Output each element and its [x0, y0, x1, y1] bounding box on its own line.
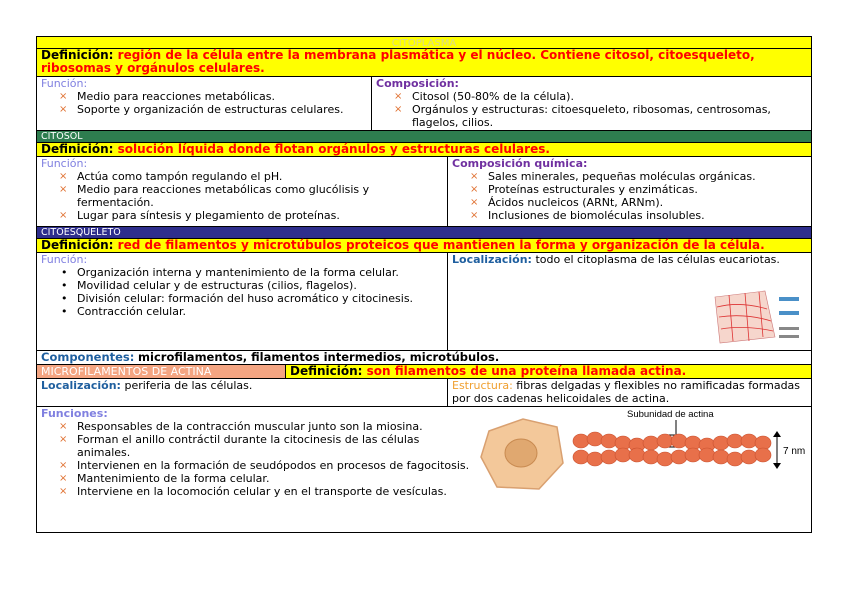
- list-item: × Inclusiones de biomoléculas insolubles.: [470, 209, 705, 222]
- bullet-x-icon: ×: [59, 486, 68, 497]
- bullet-x-icon: ×: [470, 171, 479, 182]
- list-item: × Ácidos nucleicos (ARNt, ARNm).: [470, 196, 664, 209]
- localizacion-label: Localización:: [41, 379, 121, 392]
- funcion-heading: Función:: [41, 77, 88, 90]
- list-item: × Lugar para síntesis y plegamiento de proteínas.: [59, 209, 340, 222]
- actin-filament-diagram: [571, 407, 811, 483]
- citoplasma-funcion: [37, 77, 371, 130]
- microfilamentos-definition: Definición: son filamentos de una proteína llamada actina.: [285, 365, 811, 378]
- composicion-heading: Composición:: [376, 77, 459, 90]
- componentes-row: [36, 351, 812, 365]
- list-item: • División celular: formación del huso acromático y citocinesis.: [61, 292, 414, 305]
- cytoskeleton-illustration: [705, 287, 805, 347]
- citoesqueleto-definition: Definición: red de filamentos y microtúbulos proteicos que mantienen la forma y organización de la célula.: [36, 239, 812, 253]
- bullet-x-icon: ×: [59, 104, 68, 115]
- citoesqueleto-localizacion: [447, 253, 811, 350]
- list-item: × Orgánulos y estructuras: citoesqueleto, ribosomas, centrosomas, flagelos, cilios.: [394, 103, 771, 129]
- size-label: 7 nm: [783, 446, 806, 457]
- bullet-dot-icon: •: [61, 292, 68, 305]
- list-item: × Medio para reacciones metabólicas.: [59, 90, 276, 103]
- citosol-definition: Definición: solución líquida donde flotan orgánulos y estructuras celulares.: [36, 143, 812, 157]
- bullet-x-icon: ×: [59, 91, 68, 102]
- citoesqueleto-bar: CITOESQUELETO: [36, 227, 812, 239]
- bullet-dot-icon: •: [61, 305, 68, 318]
- localizacion-text: periferia de las células.: [124, 379, 253, 392]
- list-item: • Movilidad celular y de estructuras (cilios, flagelos).: [61, 279, 357, 292]
- citoplasma-details: [36, 77, 812, 131]
- composicion-list: [376, 90, 807, 129]
- bullet-x-icon: ×: [470, 210, 479, 221]
- list-item: × Actúa como tampón regulando el pH.: [59, 170, 283, 183]
- list-item: • Organización interna y mantenimiento de la forma celular.: [61, 266, 399, 279]
- bullet-x-icon: ×: [59, 421, 68, 432]
- microfilamentos-localizacion: [37, 379, 447, 406]
- localizacion-text: todo el citoplasma de las células eucariotas.: [535, 253, 780, 266]
- microfilamentos-estructura: [447, 379, 811, 406]
- citoplasma-composicion: [371, 77, 811, 130]
- componentes-text: microfilamentos, filamentos intermedios, microtúbulos.: [138, 350, 500, 364]
- funcion-list: [41, 170, 443, 222]
- page-title: CITOPLASMA: [36, 36, 812, 49]
- bullet-x-icon: ×: [59, 460, 68, 471]
- list-item: × Sales minerales, pequeñas moléculas orgánicas.: [470, 170, 756, 183]
- bullet-x-icon: ×: [59, 210, 68, 221]
- bullet-dot-icon: •: [61, 279, 68, 292]
- funcion-list: [41, 266, 443, 318]
- citosol-bar: CITOSOL: [36, 131, 812, 143]
- definition-label: Definición:: [41, 48, 114, 62]
- bullet-x-icon: ×: [394, 104, 403, 115]
- estructura-label: Estructura:: [452, 379, 513, 392]
- bullet-x-icon: ×: [59, 171, 68, 182]
- cell-illustration: [479, 417, 565, 493]
- bullet-x-icon: ×: [59, 473, 68, 484]
- microfilamentos-funciones: [37, 407, 477, 499]
- bullet-x-icon: ×: [470, 184, 479, 195]
- composicion-heading: Composición química:: [452, 157, 588, 170]
- list-item: × Responsables de la contracción muscular junto son la miosina.: [59, 420, 423, 433]
- citoplasma-definition: [36, 49, 812, 77]
- citosol-details: [36, 157, 812, 227]
- funciones-heading: Funciones:: [41, 407, 108, 420]
- document: [36, 36, 812, 533]
- list-item: × Citosol (50-80% de la célula).: [394, 90, 574, 103]
- subunit-label: Subunidad de actina: [627, 409, 714, 420]
- microfilamentos-bar: MICROFILAMENTOS DE ACTINA: [37, 365, 285, 378]
- estructura-text: fibras delgadas y flexibles no ramificadas formadas por dos cadenas helicoidales de actina.: [452, 379, 801, 405]
- funciones-list: [41, 420, 473, 498]
- bullet-x-icon: ×: [394, 91, 403, 102]
- list-item: × Interviene en la locomoción celular y en el transporte de vesículas.: [59, 485, 447, 498]
- list-item: × Medio para reacciones metabólicas como glucólisis y fermentación.: [59, 183, 370, 209]
- bullet-x-icon: ×: [470, 197, 479, 208]
- microfilamentos-funciones-row: [36, 407, 812, 533]
- localizacion-label: Localización:: [452, 253, 532, 266]
- bullet-dot-icon: •: [61, 266, 68, 279]
- definition-text: región de la célula entre la membrana plasmática y el núcleo. Contiene citosol, citoesqueleto, ribosomas y orgánulos celulares.: [41, 48, 755, 75]
- funcion-list: [41, 90, 367, 116]
- microfilamentos-details: [36, 379, 812, 407]
- list-item: × Soporte y organización de estructuras celulares.: [59, 103, 344, 116]
- funcion-heading: Función:: [41, 253, 88, 266]
- citoesqueleto-details: [36, 253, 812, 351]
- bullet-x-icon: ×: [59, 184, 68, 195]
- funcion-heading: Función:: [41, 157, 88, 170]
- list-item: • Contracción celular.: [61, 305, 186, 318]
- citosol-funcion: [37, 157, 447, 226]
- componentes-label: Componentes:: [41, 350, 135, 364]
- citosol-composicion: [447, 157, 811, 226]
- list-item: × Intervienen en la formación de seudópodos en procesos de fagocitosis.: [59, 459, 470, 472]
- microfilamentos-header: [36, 365, 812, 379]
- citoesqueleto-funcion: [37, 253, 447, 350]
- list-item: × Proteínas estructurales y enzimáticas.: [470, 183, 698, 196]
- list-item: × Forman el anillo contráctil durante la citocinesis de las células animales.: [59, 433, 420, 459]
- composicion-list: [452, 170, 807, 222]
- list-item: × Mantenimiento de la forma celular.: [59, 472, 270, 485]
- bullet-x-icon: ×: [59, 434, 68, 445]
